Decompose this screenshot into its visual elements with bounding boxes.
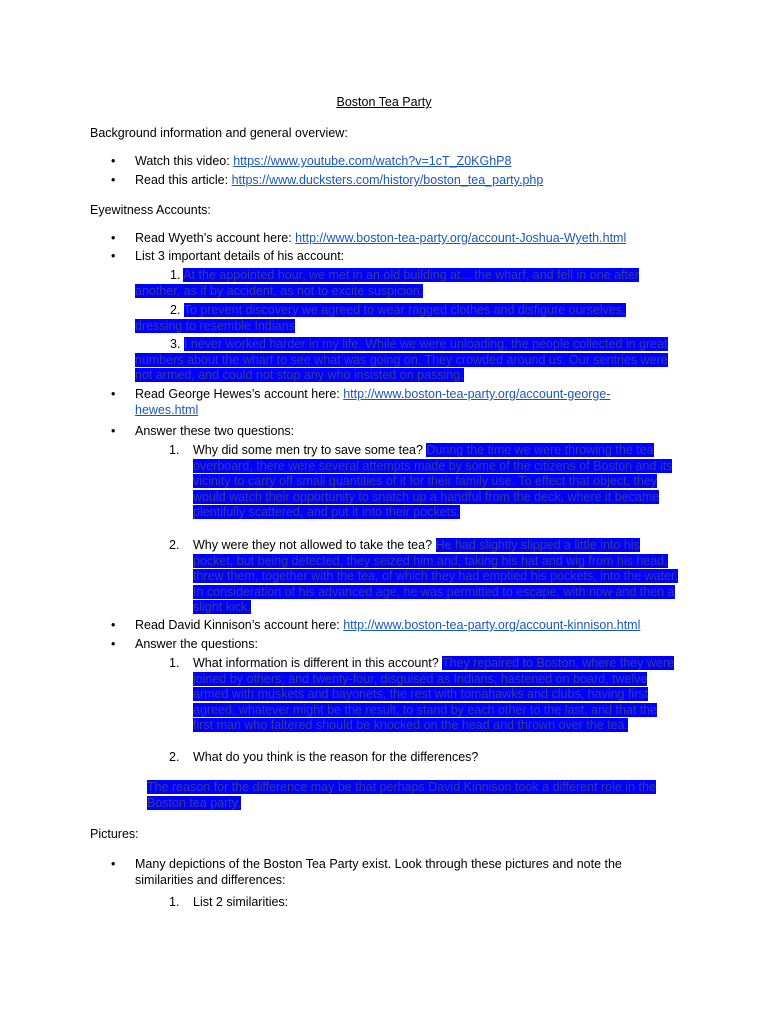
- wyeth-link[interactable]: http://www.boston-tea-party.org/account-Joshua-Wyeth.html: [295, 231, 627, 245]
- detail-item: [135, 303, 675, 334]
- detail-number: 2.: [170, 303, 181, 317]
- wyeth-label: Read Wyeth’s account here:: [135, 231, 296, 245]
- answer-the-label: Answer the questions:: [135, 637, 258, 651]
- hewes-label: Read George Hewes’s account here:: [135, 387, 344, 401]
- kinnison-label: Read David Kinnison’s account here:: [135, 618, 344, 632]
- eyewitness-heading: Eyewitness Accounts:: [90, 203, 211, 217]
- similarities-number: 1.: [169, 895, 180, 909]
- background-heading: Background information and general overview:: [90, 126, 348, 140]
- article-link[interactable]: https://www.ducksters.com/history/boston_tea_party.php: [231, 173, 544, 187]
- question-number: 1.: [169, 656, 180, 670]
- detail-item: [135, 268, 675, 299]
- detail-number: 1.: [170, 268, 181, 282]
- question-text: Why were they not allowed to take the tea?: [193, 538, 436, 552]
- kinnison-link[interactable]: http://www.boston-tea-party.org/account-kinnison.html: [343, 618, 641, 632]
- similarities-label: List 2 similarities:: [193, 895, 289, 909]
- question-number: 1.: [169, 443, 180, 457]
- list-details-bullet: [135, 249, 675, 265]
- page-title: Boston Tea Party: [336, 95, 432, 109]
- question-number: 2.: [169, 538, 180, 552]
- question-item: [169, 750, 678, 766]
- detail-item: [135, 337, 675, 384]
- wyeth-bullet: [135, 231, 675, 247]
- detail-number: 3.: [170, 337, 181, 351]
- answer-text: He had slightly slipped a little into his pocket, but being detected, they seized him and, taking his hat and wig from his head, threw them, together with the tea, of which they had emptied his pockets, into the water. In consideration of his advanced age, he was permitted to escape, with now and then a slight kick.: [193, 538, 678, 615]
- pictures-bullet-text: Many depictions of the Boston Tea Party exist. Look through these pictures and note the similarities and differences:: [135, 857, 622, 887]
- hewes-link-cont[interactable]: hewes.html: [135, 402, 199, 417]
- detail-text: At the appointed hour, we met in an old building at... the wharf, and fell in one after another, as if by accident, as not to excite suspicion.: [135, 268, 640, 298]
- answer-two-label: Answer these two questions:: [135, 424, 295, 438]
- question-text: Why did some men try to save some tea?: [193, 443, 427, 457]
- detail-text: To prevent discovery we agreed to wear ragged clothes and disfigure ourselves, dressing to resemble Indians: [135, 303, 626, 333]
- answer-text: They repaired to Boston, where they were joined by others; and twenty-four, disguised as Indians, hastened on board, twelve armed with muskets and bayonets, the rest with tomahawks and clubs, having first agreed, whatever might be the result, to stand by each other to the last, and that the first man who faltered should be knocked on the head and thrown over the tea.: [193, 656, 675, 733]
- question-item: [169, 443, 678, 521]
- similarities-item: [169, 895, 678, 911]
- video-link[interactable]: https://www.youtube.com/watch?v=1cT_Z0KGhP8: [233, 154, 512, 168]
- pictures-bullet: [135, 857, 675, 888]
- hewes-link[interactable]: http://www.boston-tea-party.org/account-george-: [343, 387, 611, 401]
- reason-text: The reason for the difference may be that perhaps David Kinnison took a different role in the Boston tea party.: [147, 780, 656, 810]
- kinnison-bullet: [135, 618, 675, 634]
- detail-text: I never worked harder in my life. While we were unloading, the people collected in great numbers about the wharf to see what was going on. They crowded around us. Our sentries were not armed, and could not stop any who insisted on passing.: [135, 337, 668, 383]
- question-item: [169, 656, 678, 734]
- question-number: 2.: [169, 750, 180, 764]
- answer-text: During the time we were throwing the tea overboard, there were several attempts made by some of the citizens of Boston and its vicinity to carry off small quantities of it for their family use. To effect that object, they would watch their opportunity to snatch up a handful from the deck, where it became plentifully scattered, and put it into their pockets.: [193, 443, 673, 520]
- answer-the-bullet: [135, 637, 675, 653]
- answer-two-bullet: [135, 424, 675, 440]
- question-item: [169, 538, 678, 616]
- video-bullet: [135, 154, 675, 170]
- reason-block: [147, 780, 677, 811]
- video-label: Watch this video:: [135, 154, 234, 168]
- hewes-bullet: [135, 387, 675, 418]
- article-bullet: [135, 173, 675, 189]
- article-label: Read this article:: [135, 173, 232, 187]
- question-text: What information is different in this account?: [193, 656, 442, 670]
- pictures-heading: Pictures:: [90, 827, 139, 841]
- question-text: What do you think is the reason for the differences?: [193, 750, 479, 764]
- list-details-label: List 3 important details of his account:: [135, 249, 345, 263]
